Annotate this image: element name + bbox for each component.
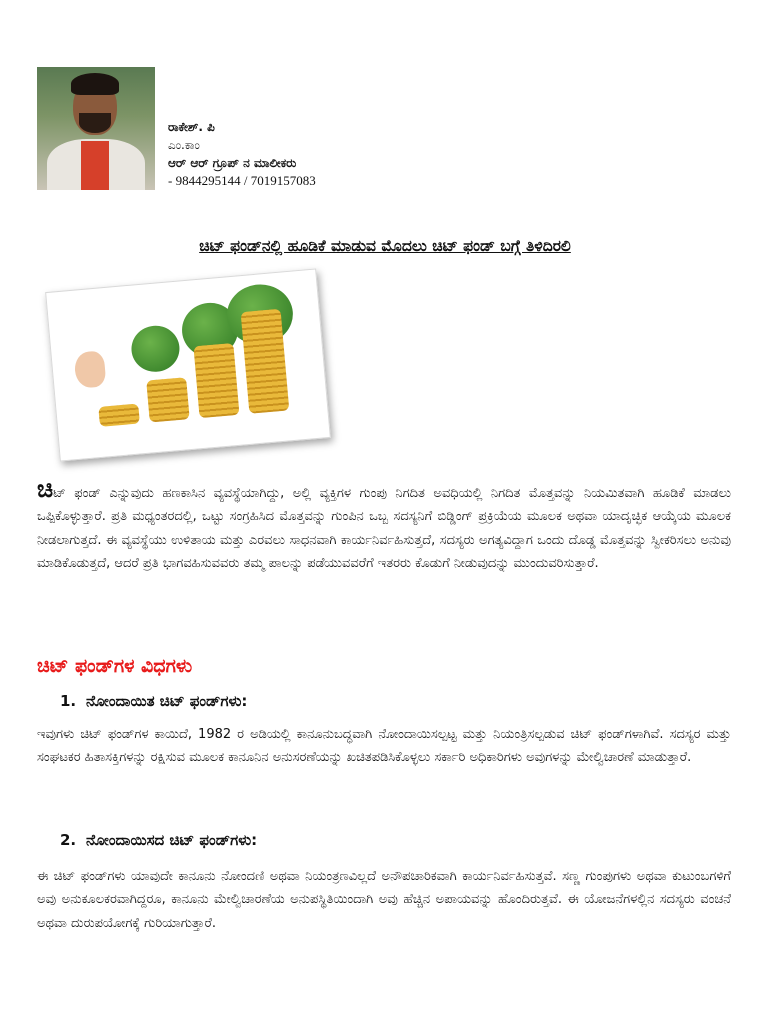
coins-growth-image (45, 268, 331, 461)
intro-dropcap: ಚಿ (37, 475, 54, 503)
type-text-1: ಇವುಗಳು ಚಿಟ್ ಫಂಡ್‌ಗಳ ಕಾಯಿದೆ, 1982 ರ ಅಡಿಯಲ್ಲಿ ಕಾನೂನುಬದ್ಧವಾಗಿ ನೋಂದಾಯಿಸಲ್ಪಟ್ಟ ಮತ್ತು ನಿಯಂತ್ರಿಸಲ್ಪಡುವ ಚಿಟ್ ಫಂಡ್‌ಗಳಾಗಿವೆ. ಸದಸ್ಯರ ಮತ್ತು ಸಂಘಟಕರ ಹಿತಾಸಕ್ತಿಗಳನ್ನು ರಕ್ಷಿಸುವ ಮೂಲಕ ಕಾನೂನಿನ ಅನುಸರಣೆಯನ್ನು ಖಚಿತಪಡಿಸಿಕೊಳ್ಳಲು ಸರ್ಕಾರಿ ಅಧಿಕಾರಿಗಳು ಅವುಗಳನ್ನು ಮೇಲ್ವಿಚಾರಣೆ ಮಾಡುತ್ತಾರೆ. (37, 727, 731, 766)
author-name: ರಾಕೇಶ್. ಪಿ (168, 120, 215, 134)
author-photo (37, 67, 155, 190)
type-title-2: ನೋಂದಾಯಿಸದ ಚಿಟ್ ಫಂಡ್‌ಗಳು: (86, 831, 258, 849)
type-number-1: 1. (60, 692, 77, 710)
type-heading-1 (60, 692, 247, 710)
author-phone: - 9844295144 / 7019157083 (168, 173, 316, 188)
type-heading-2 (60, 831, 257, 849)
section-heading: ಚಿಟ್ ಫಂಡ್‌ಗಳ ವಿಧಗಳು (37, 655, 193, 677)
author-degree: ಎಂ.ಕಾಂ (168, 138, 200, 152)
type-title-1: ನೋಂದಾಯಿತ ಚಿಟ್ ಫಂಡ್‌ಗಳು: (86, 692, 248, 710)
type-number-2: 2. (60, 831, 77, 849)
type-text-2: ಈ ಚಿಟ್ ಫಂಡ್‌ಗಳು ಯಾವುದೇ ಕಾನೂನು ನೋಂದಣಿ ಅಥವಾ ನಿಯಂತ್ರಣವಿಲ್ಲದೆ ಅನೌಪಚಾರಿಕವಾಗಿ ಕಾರ್ಯನಿರ್ವಹಿಸುತ್ತವೆ. ಸಣ್ಣ ಗುಂಪುಗಳು ಅಥವಾ ಕುಟುಂಬಗಳಿಗೆ ಅವು ಅನುಕೂಲಕರವಾಗಿದ್ದರೂ, ಕಾನೂನು ಮೇಲ್ವಿಚಾರಣೆಯ ಅನುಪಸ್ಥಿತಿಯಿಂದಾಗಿ ಅವು ಹೆಚ್ಚಿನ ಅಪಾಯವನ್ನು ಹೊಂದಿರುತ್ತವೆ. ಈ ಯೋಜನೆಗಳಲ್ಲಿನ ಸದಸ್ಯರು ವಂಚನೆ ಅಥವಾ ದುರುಪಯೋಗಕ್ಕೆ ಗುರಿಯಾಗುತ್ತಾರೆ. (37, 869, 731, 931)
author-contact (168, 118, 316, 190)
author-role: ಆರ್ ಆರ್ ಗ್ರೂಪ್ ನ ಮಾಲೀಕರು (168, 156, 297, 170)
article-title: ಚಿಟ್ ಫಂಡ್‌ನಲ್ಲಿ ಹೂಡಿಕೆ ಮಾಡುವ ಮೊದಲು ಚಿಟ್ ಫಂಡ್ ಬಗ್ಗೆ ತಿಳಿದಿರಲಿ (199, 237, 571, 255)
intro-text: ಟ್ ಫಂಡ್ ಎನ್ನುವುದು ಹಣಕಾಸಿನ ವ್ಯವಸ್ಥೆಯಾಗಿದ್ದು, ಅಲ್ಲಿ ವ್ಯಕ್ತಿಗಳ ಗುಂಪು ನಿಗದಿತ ಅವಧಿಯಲ್ಲಿ ನಿಗದಿತ ಮೊತ್ತವನ್ನು ನಿಯಮಿತವಾಗಿ ಹೂಡಿಕೆ ಮಾಡಲು ಒಪ್ಪಿಕೊಳ್ಳುತ್ತಾರೆ. ಪ್ರತಿ ಮಧ್ಯಂತರದಲ್ಲಿ, ಒಟ್ಟು ಸಂಗ್ರಹಿಸಿದ ಮೊತ್ತವನ್ನು ಗುಂಪಿನ ಒಬ್ಬ ಸದಸ್ಯನಿಗೆ ಬಿಡ್ಡಿಂಗ್ ಪ್ರಕ್ರಿಯೆಯ ಮೂಲಕ ಅಥವಾ ಯಾದೃಚ್ಛಿಕ ಆಯ್ಕೆಯ ಮೂಲಕ ನೀಡಲಾಗುತ್ತದೆ. ಈ ವ್ಯವಸ್ಥೆಯು ಉಳಿತಾಯ ಮತ್ತು ಎರವಲು ಸಾಧನವಾಗಿ ಕಾರ್ಯನಿರ್ವಹಿಸುತ್ತದೆ, ಸದಸ್ಯರು ಅಗತ್ಯವಿದ್ದಾಗ ಒಂದು ದೊಡ್ಡ ಮೊತ್ತವನ್ನು ಸ್ವೀಕರಿಸಲು ಅನುವು ಮಾಡಿಕೊಡುತ್ತದೆ, ಆದರೆ ಪ್ರತಿ ಭಾಗವಹಿಸುವವರು ತಮ್ಮ ಪಾಲನ್ನು ಪಡೆಯುವವರೆಗೆ ಇತರರು ಕೊಡುಗೆ ನೀಡುವುದನ್ನು ಮುಂದುವರಿಸುತ್ತಾರೆ. (37, 486, 731, 572)
intro-paragraph (37, 475, 731, 576)
